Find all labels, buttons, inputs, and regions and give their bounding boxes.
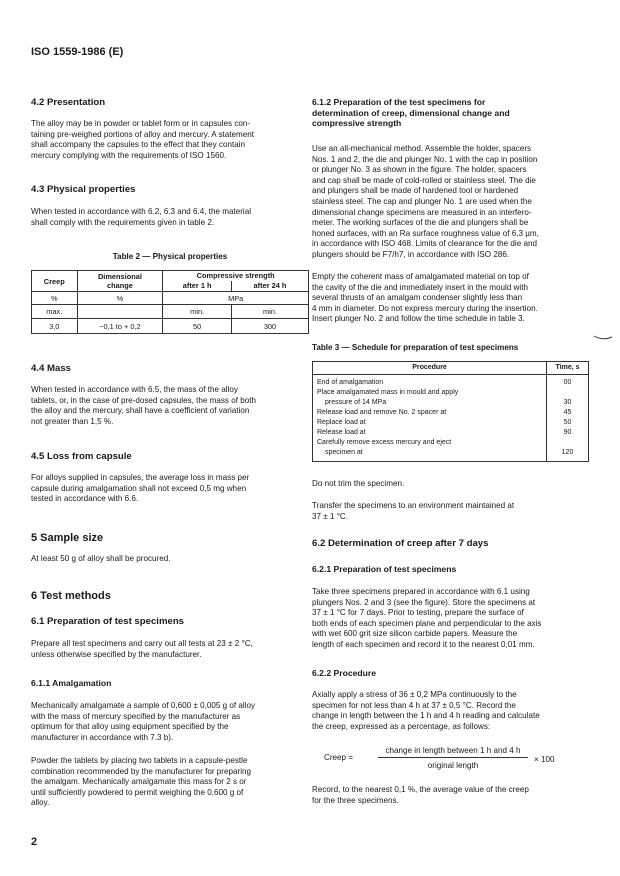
physical-properties-table: [31, 270, 309, 334]
para-4-3: When tested in accordance with 6.2, 6.3 and 6.4, the material shall comply with the requirements given in table 2.: [31, 207, 252, 227]
para-6-1-2-insert: Empty the coherent mass of amalgamated material on top of the cavity of the die and immediately insert in the mould with several thrusts of an amalgam condenser slightly less than 4 mm in diameter. Do not express mercury during the insertion. Insert plunger No. 2 and follow the time schedule in table 3.: [312, 272, 538, 324]
table-2-caption: Table 2 — Physical properties: [112, 252, 228, 261]
table-row: End of amalgamation 00: [313, 375, 589, 389]
col-compressive-strength: Compressive strength: [163, 271, 309, 281]
para-4-2: The alloy may be in powder or tablet form or in capsules con- taining pre-weighed portions of alloy and mercury. A statement shall accompany the capsules to the effect that they contain mercury complying with the requirements of ISO 1560.: [31, 119, 254, 160]
value-after-1h: 50: [163, 319, 232, 334]
heading-6: 6 Test methods: [31, 590, 111, 602]
para-6-1-1-powder: Powder the tablets by placing two tablets in a capsule-pestle combination recommended by the manufacturer for preparing the amalgam. Mechanically amalgamate this mass for 2 s or until sufficiently powdered to permit weighing the 0,600 g of alloy.: [31, 756, 251, 808]
heading-4-4: 4.4 Mass: [31, 363, 72, 374]
table-row: Place amalgamated mass in mould and apply pressure of 14 MPa 30: [313, 388, 589, 408]
table-row: Release load and remove No. 2 spacer at 45: [313, 408, 589, 418]
unit-creep: %: [32, 292, 78, 305]
table-3-caption: Table 3 — Schedule for preparation of test specimens: [312, 343, 519, 352]
heading-4-2: 4.2 Presentation: [31, 97, 106, 108]
formula-factor: × 100: [534, 755, 555, 764]
para-6-1-2: Use an all-mechanical method. Assemble the holder, spacers Nos. 1 and 2, the die and plunger No. 1 with the cap in position or plunger No. 3 as shown in the figure. The holder, spacers and cap shall be made of cold-rolled or stainless steel. The die and plungers shall be made of hardened tool or hardened stainless steel. The cap and plunger No. 1 are used when the dimensional change specimens are measured in an interfero- meter. The working surfaces of the die and plungers shall be honed surfaces, with an Ra surface roughness value of 6,3 µm, in accordance with ISO 468. Limits of clearance for the die and plungers should be F7/h7, in accordance with ISO 286.: [312, 144, 539, 259]
heading-5: 5 Sample size: [31, 532, 104, 544]
page-header: ISO 1559-1986 (E): [31, 46, 124, 58]
para-6-1: Prepare all test specimens and carry out all tests at 23 ± 2 °C, unless otherwise specified by the manufacturer.: [31, 639, 253, 659]
heading-4-5: 4.5 Loss from capsule: [31, 451, 132, 462]
heading-6-1: 6.1 Preparation of test specimens: [31, 616, 185, 627]
value-creep: 3,0: [32, 319, 78, 334]
limit-min-24h: min.: [231, 305, 308, 319]
schedule-table: [312, 361, 589, 462]
heading-6-1-2: 6.1.2 Preparation of the test specimens for determination of creep, dimensional change and compressive strength: [312, 97, 510, 129]
para-record: Record, to the nearest 0,1 %, the average value of the creep for the three specimens.: [312, 785, 529, 805]
heading-6-2-1: 6.2.1 Preparation of test specimens: [312, 564, 457, 574]
para-transfer: Transfer the specimens to an environment maintained at 37 ± 1 °C.: [312, 501, 515, 521]
para-5: At least 50 g of alloy shall be procured.: [31, 554, 171, 563]
formula-lhs: Creep =: [324, 753, 354, 762]
value-after-24h: 300: [231, 319, 308, 334]
col-time: Time, s: [547, 362, 589, 375]
para-no-trim: Do not trim the specimen.: [312, 479, 405, 488]
table-row: Release load at 90: [313, 428, 589, 438]
col-after-24h: after 24 h: [231, 281, 308, 292]
limit-max: max.: [32, 305, 78, 319]
formula-denominator: original length: [427, 761, 479, 770]
col-procedure: Procedure: [313, 362, 547, 375]
para-4-4: When tested in accordance with 6.5, the mass of the alloy tablets, or, in the case of pre-dosed capsules, the mass of both the alloy and the mercury, shall have a coefficient of variation not greater than 1,5 %.: [31, 385, 256, 426]
col-dimensional-change: Dimensional change: [77, 271, 163, 292]
table-row: Carefully remove excess mercury and eject specimen at 120: [313, 438, 589, 462]
limit-min-1h: min.: [163, 305, 232, 319]
page-number: 2: [31, 836, 38, 848]
heading-6-1-1: 6.1.1 Amalgamation: [31, 678, 112, 688]
creep-formula: [322, 746, 592, 776]
para-6-2-1: Take three specimens prepared in accordance with 6.1 using plungers Nos. 2 and 3 (see the figure). Store the specimens at 37 ± 1 °C for 7 days. Prior to testing, prepare the surface of both ends of each specimen plane and perpendicular to the axis with wet 600 grit size silicon carbide papers. Measure the length of each specimen and record it to the nearest 0,01 mm.: [312, 587, 542, 649]
table-row: Replace load at 50: [313, 418, 589, 428]
heading-4-3: 4.3 Physical properties: [31, 184, 136, 195]
col-after-1h: after 1 h: [163, 281, 232, 292]
unit-mpa: MPa: [163, 292, 309, 305]
heading-6-2-2: 6.2.2 Procedure: [312, 668, 377, 678]
formula-numerator: change in length between 1 h and 4 h: [378, 746, 528, 758]
formula-fraction: [378, 746, 528, 770]
value-dimensional: −0,1 to + 0,2: [77, 319, 163, 334]
unit-dimensional: %: [77, 292, 163, 305]
col-creep: Creep: [32, 271, 78, 292]
para-4-5: For alloys supplied in capsules, the average loss in mass per capsule during amalgamation shall not exceed 0,5 mg when tested in accordance with 6.6.: [31, 473, 250, 504]
margin-mark: [593, 334, 613, 342]
heading-6-2: 6.2 Determination of creep after 7 days: [312, 538, 489, 549]
para-6-2-2: Axially apply a stress of 36 ± 0,2 MPa continuously to the specimen for not less than 4 h at 37 ± 0,5 °C. Record the change in length between the 1 h and 4 h reading and calculate the creep, expressed as a percentage, as follows:: [312, 690, 540, 731]
para-6-1-1: Mechanically amalgamate a sample of 0,600 ± 0,005 g of alloy with the mass of mercury specified by the manufacturer as optimum for that alloy using equipment specified by the manufacturer in accordance with 7.3 b).: [31, 701, 256, 742]
